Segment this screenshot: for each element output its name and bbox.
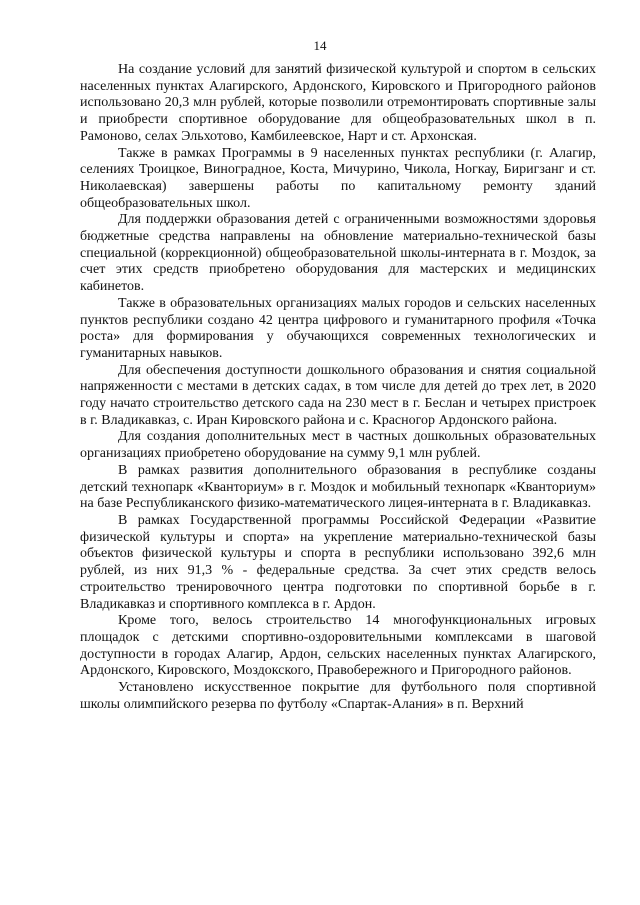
paragraph: В рамках развития дополнительного образования в республике созданы детский технопарк «Кванториум» в г. Моздок и мобильный технопарк «Кванториум» на базе Республиканского физико-математического лицея-интерната в г. Владикавказ. (80, 462, 596, 512)
paragraph: Для создания дополнительных мест в частных дошкольных образовательных организациях приобретено оборудование на сумму 9,1 млн рублей. (80, 429, 596, 462)
paragraph: Для поддержки образования детей с ограниченными возможностями здоровья бюджетные средства направлены на обновление материально-технической базы специальной (коррекционной) общеобразовательной школы-интерната в г. Моздок, за счет этих средств приобретено оборудования для мастерских и медицинских кабинетов. (80, 212, 596, 295)
paragraph: На создание условий для занятий физической культурой и спортом в сельских населенных пунктах Алагирского, Ардонского, Кировского и Пригородного районов использовано 20,3 млн рублей, которые позволили отремонтировать спортивные залы и приобрести спортивное оборудование для общеобразовательных школ в п. Рамоново, селах Эльхотово, Камбилеевское, Нарт и ст. Архонская. (80, 62, 596, 144)
paragraph: Установлено искусственное покрытие для футбольного поля спортивной школы олимпийского резерва по футболу «Спартак-Алания» в п. Верхний (80, 680, 596, 712)
document-body (80, 62, 596, 713)
page-number: 14 (313, 38, 327, 53)
paragraph: Для обеспечения доступности дошкольного образования и снятия социальной напряженности с местами в детских садах, в том числе для детей до трех лет, в 2020 году начато строительство детского сада на 230 мест в г. Беслан и четырех пристроек в г. Владикавказ, с. Иран Кировского района и с. Красногор Ардонского района. (80, 362, 596, 428)
paragraph: Кроме того, велось строительство 14 многофункциональных игровых площадок с детскими спортивно-оздоровительными комплексами в шаговой доступности в городах Алагир, Ардон, сельских населенных пунктах Алагирского, Ардонского, Кировского, Моздокского, Правобережного и Пригородного районов. (80, 613, 596, 679)
paragraph: Также в рамках Программы в 9 населенных пунктах республики (г. Алагир, селениях Троицкое, Виноградное, Коста, Мичурино, Чикола, Ногкау, Биригзанг и ст. Николаевская) завершены работы по капитальному ремонту зданий общеобразовательных школ. (80, 145, 596, 211)
paragraph: Также в образовательных организациях малых городов и сельских населенных пунктов республики создано 42 центра цифрового и гуманитарного профиля «Точка роста» для формирования у обучающихся современных технологических и гуманитарных навыков. (80, 295, 596, 361)
paragraph: В рамках Государственной программы Российской Федерации «Развитие физической культуры и спорта» на укрепление материально-технической базы объектов физической культуры и спорта в республики использовано 392,6 млн рублей, из них 91,3 % - федеральные средства. За счет этих средств велось строительство тренировочного центра подготовки по спортивной борьбе в г. Владикавказ и спортивного комплекса в г. Ардон. (80, 512, 596, 612)
